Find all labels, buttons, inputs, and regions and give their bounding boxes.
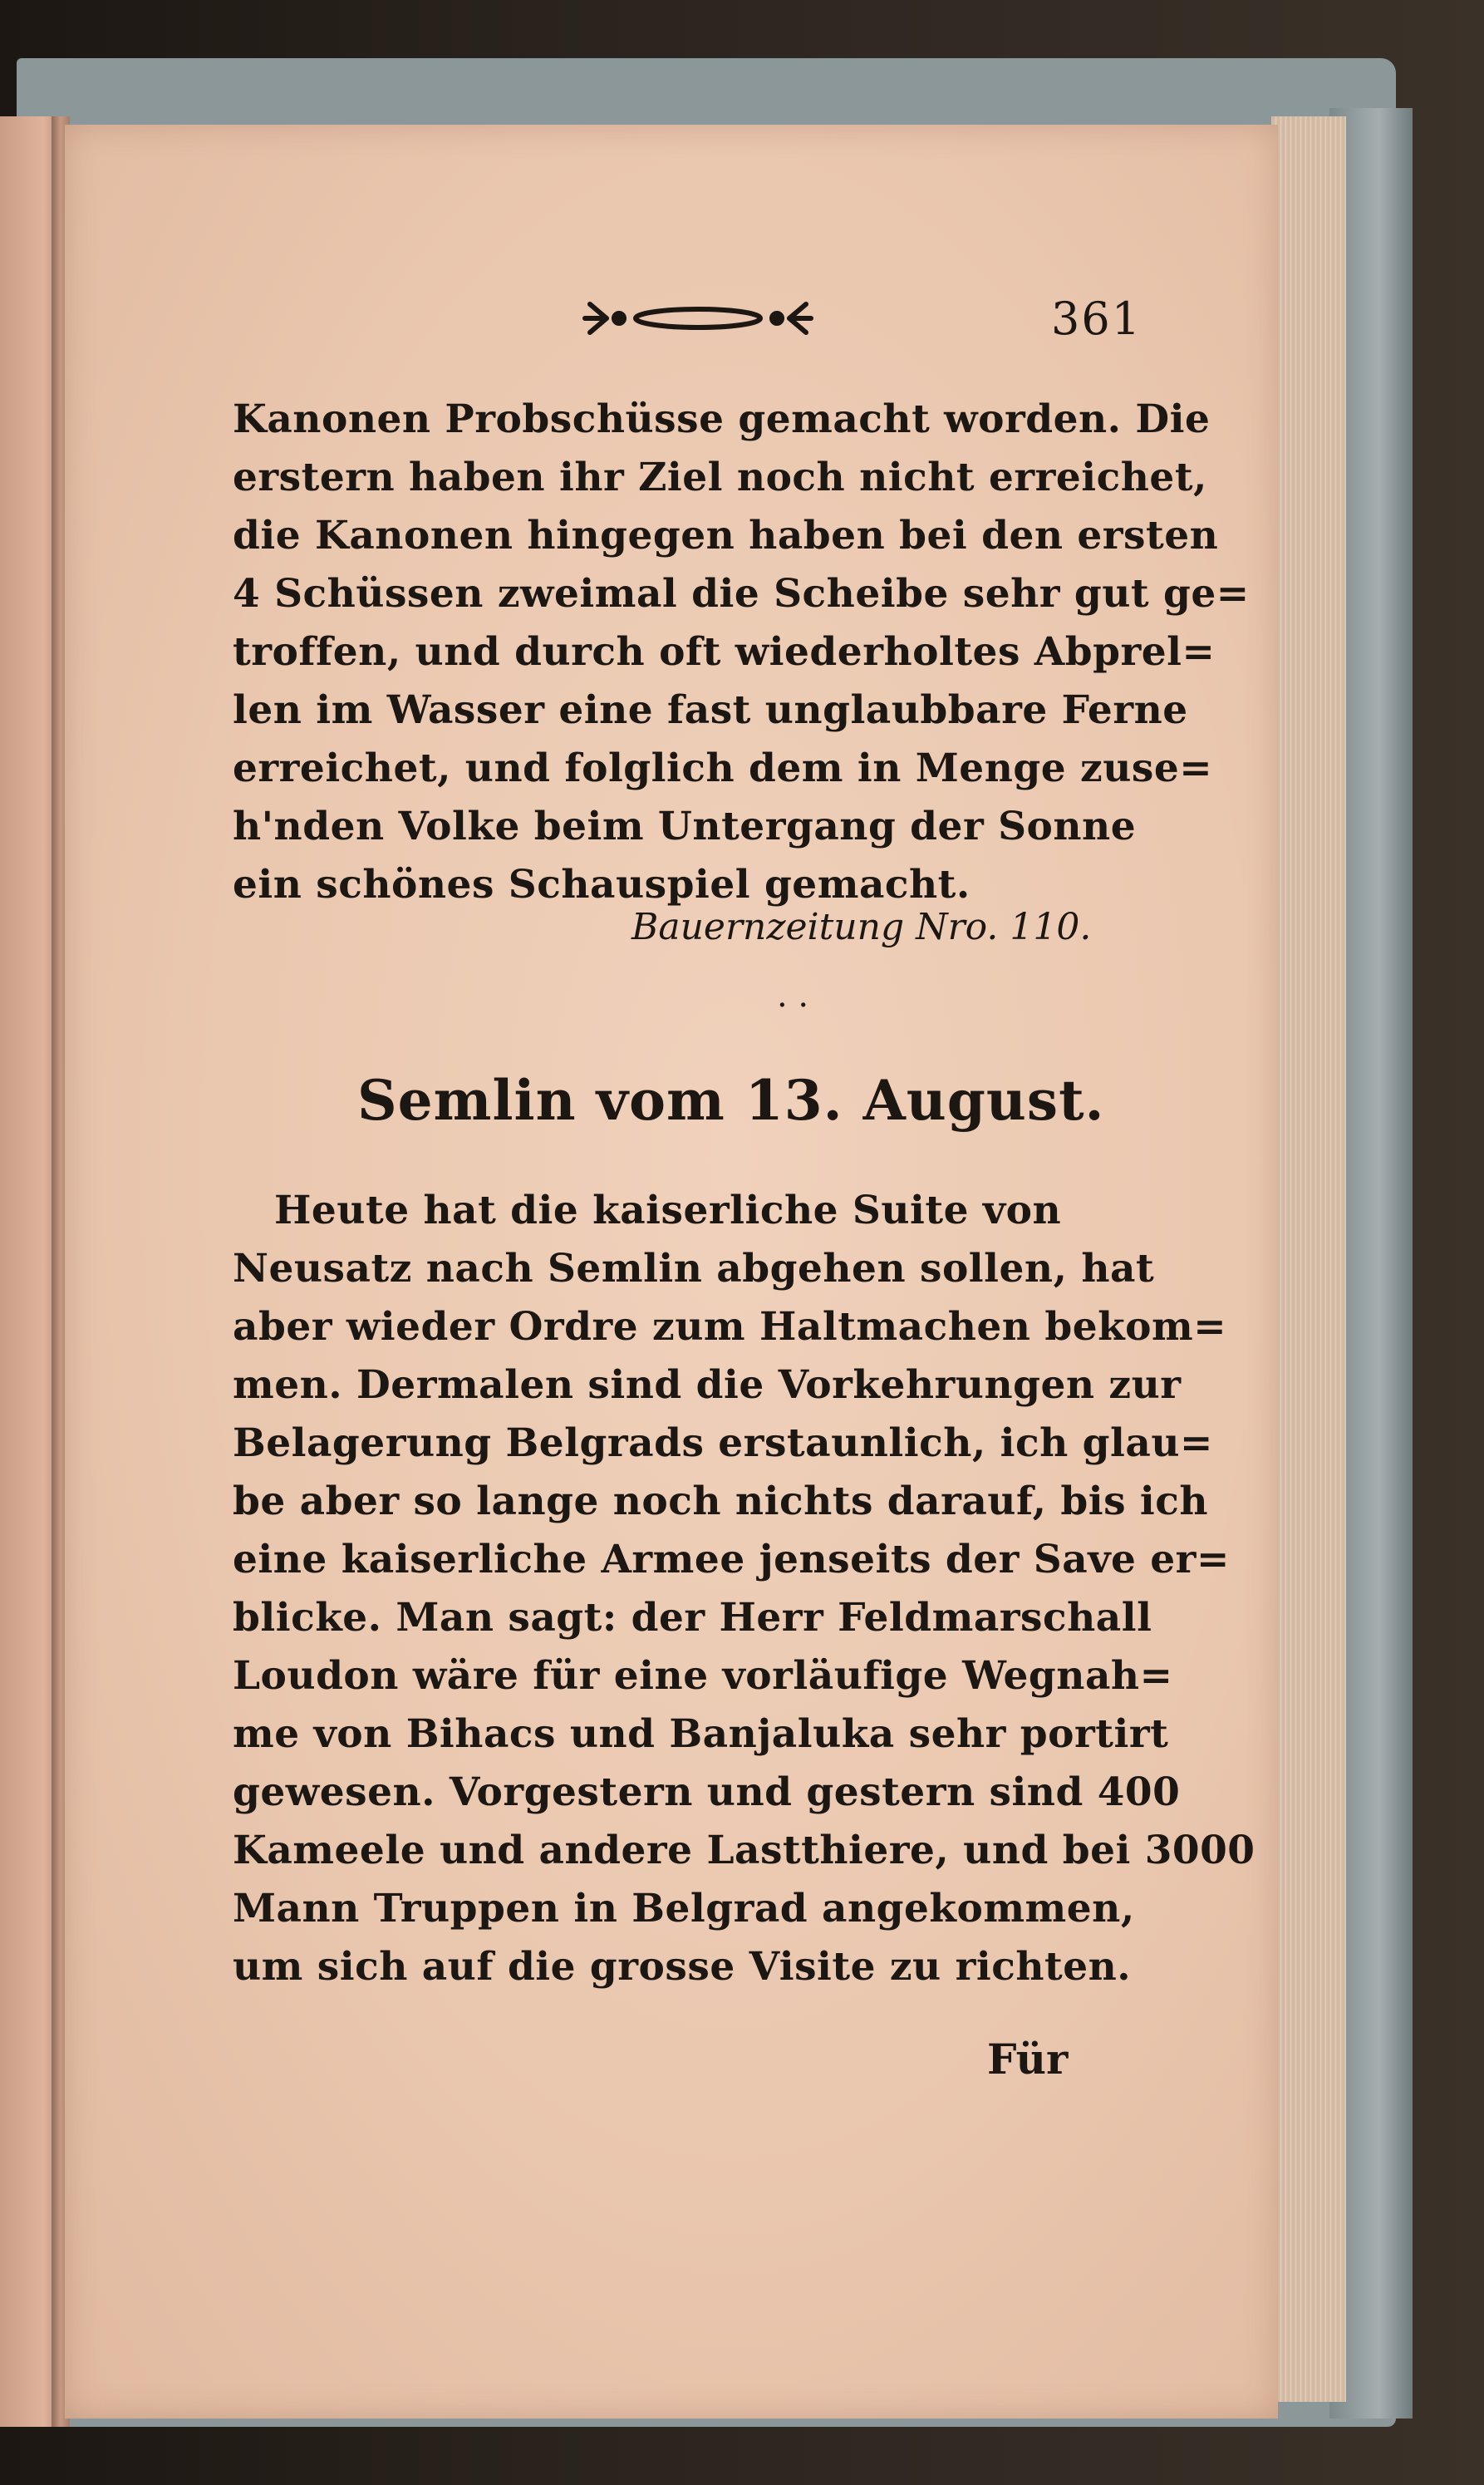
section-heading: Semlin vom 13. August.	[357, 1068, 1105, 1133]
paragraph-line: Neusatz nach Semlin abgehen sollen, hat	[233, 1246, 1155, 1292]
paragraph-line: die Kanonen hingegen haben bei den ersten	[233, 513, 1219, 559]
paragraph-line: be aber so lange noch nichts darauf, bis ich	[233, 1479, 1209, 1524]
paragraph-line: gewesen. Vorgestern und gestern sind 400	[233, 1769, 1181, 1815]
catchword: Für	[987, 2035, 1069, 2084]
paragraph-line: um sich auf die grosse Visite zu richten.	[233, 1944, 1132, 1990]
paragraph-line: Kameele und andere Lastthiere, und bei 3000	[233, 1828, 1256, 1873]
paragraph-line: Heute hat die kaiserliche Suite von	[274, 1188, 1062, 1233]
paragraph-line: ein schönes Schauspiel gemacht.	[233, 862, 970, 908]
paragraph-line: Mann Truppen in Belgrad angekommen,	[233, 1886, 1135, 1931]
page-number: 361	[1051, 293, 1142, 345]
paragraph-line: troffen, und durch oft wiederholtes Abprel=	[233, 629, 1216, 675]
paragraph-line: Loudon wäre für eine vorläufige Wegnah=	[233, 1653, 1173, 1699]
paragraph-line: men. Dermalen sind die Vorkehrungen zur	[233, 1362, 1182, 1408]
paragraph-line: eine kaiserliche Armee jenseits der Save er=	[233, 1537, 1230, 1582]
paragraph-line: 4 Schüssen zweimal die Scheibe sehr gut ge=	[233, 571, 1250, 617]
separator-dots: . .	[777, 977, 809, 1015]
paragraph-line: Kanonen Probschüsse gemacht worden. Die	[233, 396, 1211, 442]
paragraph-line: h'nden Volke beim Untergang der Sonne	[233, 804, 1137, 849]
paragraph-line: blicke. Man sagt: der Herr Feldmarschall	[233, 1595, 1152, 1641]
source-citation: Bauernzeitung Nro. 110.	[631, 906, 1092, 948]
paragraph-line: Belagerung Belgrads erstaunlich, ich glau=	[233, 1420, 1213, 1466]
paragraph-line: erreichet, und folglich dem in Menge zuse=	[233, 746, 1213, 791]
paragraph-line: me von Bihacs und Banjaluka sehr portirt	[233, 1711, 1169, 1757]
paragraph-line: aber wieder Ordre zum Haltmachen bekom=	[233, 1304, 1227, 1350]
paragraph-line: erstern haben ihr Ziel noch nicht erreichet,	[233, 455, 1207, 500]
header-ornament-icon	[573, 289, 823, 347]
paragraph-line: len im Wasser eine fast unglaubbare Ferne	[233, 687, 1188, 733]
page-edges	[1271, 116, 1346, 2402]
